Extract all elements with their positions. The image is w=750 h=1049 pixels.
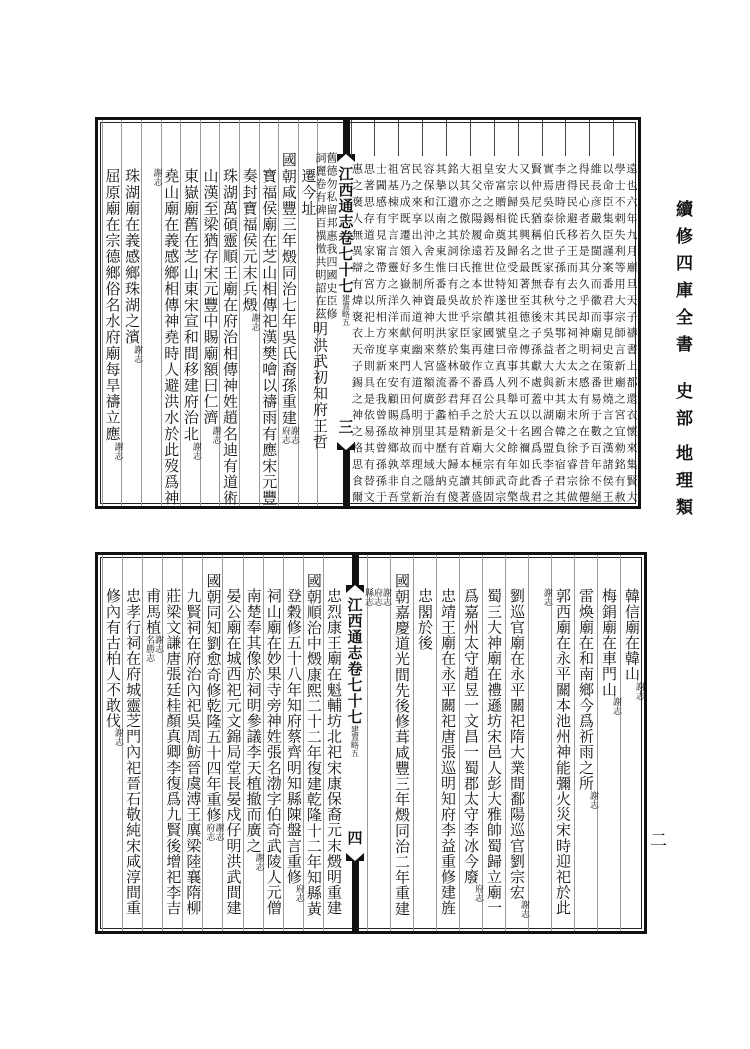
text-column xyxy=(263,555,283,931)
text-column xyxy=(259,120,279,506)
source-note-line: 府志 xyxy=(293,884,304,903)
source-note xyxy=(611,697,620,715)
source-note-line: 謝志 xyxy=(611,697,621,716)
inscription-column: 惠之褒人無異辯有煒褒衣天子錫之神之格思食爾 xyxy=(351,120,363,506)
column-text: 東嶽廟舊在芝山東宋宣和間移建府治北 xyxy=(181,168,200,442)
inscription-column: 實焉吳泰伯世家春秋末吳益大與中湖合盟李子之 xyxy=(542,120,554,506)
upper-left-text-block xyxy=(101,120,337,506)
text-column xyxy=(459,555,482,931)
column-text: 珠湖廟在義感鄉珠湖之濱 xyxy=(123,168,142,346)
column-text: 郭西廟在永平關本池州神能彌火災宋時迎祀於此 xyxy=(554,588,572,916)
inscription-column: 安富贈相奠及位特遂其號曰真人具大父父有武宗 xyxy=(494,120,506,506)
source-note-line: 名勝志 xyxy=(144,634,155,662)
book-series-header xyxy=(670,200,695,525)
text-column xyxy=(436,555,459,931)
text-column xyxy=(528,555,551,931)
source-note-line: 府志 xyxy=(473,884,483,903)
column-text: 國朝同知劉愈奇修乾隆五十四年重修 xyxy=(204,573,223,823)
fold-title: 江西通志卷七十七 xyxy=(345,597,364,725)
source-note-line: 謝志 xyxy=(288,425,299,444)
inscription-column: 民之來享出入多制神道何幽人道何明別而理之新 xyxy=(410,163,424,508)
fold-bar xyxy=(352,555,359,585)
annotation-line: 詞麗卷有碑百禩徵共明詔在茲 xyxy=(314,152,327,321)
text-column xyxy=(390,555,413,931)
text-column xyxy=(278,120,298,506)
text-column xyxy=(505,555,528,931)
page-number: 二 xyxy=(650,831,667,851)
inscription-column: 宮乃成既遷領好嶽久而献東門有田爲神故萃自堂 xyxy=(398,120,410,506)
text-column xyxy=(102,555,122,931)
inscription-column: 遠也六年九月廟旦天子禱書上都還衣懷來集賢大 xyxy=(625,163,638,508)
inscription-column: 又以吳氏興名最著至德之傳其不可以名禰如此哉 xyxy=(518,120,530,506)
fold-title: 江西通志卷七十七 xyxy=(336,166,355,294)
source-note xyxy=(204,823,222,841)
text-column xyxy=(122,555,142,931)
inscription-column: 容保和以沖舍生所資神明來宮額廣于里中域隱治 xyxy=(422,120,434,506)
column-text: 爲嘉州太守趙昱一文昌一蜀郡太守李冰今廢 xyxy=(462,588,480,885)
source-note xyxy=(254,853,263,871)
source-note-line: 謝志 xyxy=(153,634,164,653)
source-note-line: 謝志 xyxy=(112,441,123,460)
column-text: 九賢祠在府治內祀吳周魴晉虞溥王廙梁陸襄隋柳 xyxy=(184,588,203,916)
source-note xyxy=(132,345,141,363)
column-text: 蜀三大神廟在禮遜坊宋邑人彭大雅帥蜀歸立廟一 xyxy=(485,588,503,916)
column-text: 忠閣於後 xyxy=(416,588,434,651)
source-note xyxy=(588,791,597,809)
text-column xyxy=(239,120,259,506)
text-column xyxy=(311,120,338,506)
column-text: 忠靖王廟在永平關祀唐張巡明知府李益重修建旌 xyxy=(439,588,457,916)
column-text: 奏封寶福侯元末兵燬 xyxy=(240,168,259,313)
source-note-line: 謝志 xyxy=(519,900,529,918)
text-column xyxy=(323,555,343,931)
text-column xyxy=(597,555,620,931)
fold-bar xyxy=(352,861,359,931)
source-note-line: 謝志 xyxy=(588,790,598,809)
inscription-column: 大宗歸從其歸受知世祖皇帝事列舉五十餘年奇檠 xyxy=(505,163,519,508)
text-column xyxy=(413,555,436,931)
column-text: 珠湖萬碩靈順王廟在府治相傳神姓趙名迪有道術 xyxy=(221,168,240,507)
source-note xyxy=(473,884,482,902)
column-text: 祠山廟在妙果寺旁神姓張名渤字伯奇武陵人元僧 xyxy=(264,588,283,916)
column-text: 修內有古柏人不敢伐 xyxy=(103,588,122,729)
series-title: 續修四庫全書 xyxy=(672,200,692,362)
text-column xyxy=(121,120,141,506)
double-line-annotation xyxy=(315,152,337,321)
source-note xyxy=(144,635,162,662)
source-note xyxy=(210,426,219,444)
column-text: 忠烈康王廟在魁輔坊北祀宋康保裔元末燬明重建 xyxy=(325,588,343,916)
column-text: 梅鋗廟在車門山 xyxy=(600,588,618,698)
source-note-line: 謝志 xyxy=(634,681,644,700)
source-note xyxy=(294,884,303,902)
fold-subtitle: 建置略五 xyxy=(350,725,360,757)
column-text: 忠孝行祠在府城靈芝門內祀晉石敬純宋咸淳間重 xyxy=(124,588,143,916)
column-text: 國朝咸豐三年燬同治七年吳氏裔孫重建 xyxy=(279,152,298,426)
column-text: 堯山廟在義感鄉相傳神堯時人避洪水於此歿爲神 xyxy=(162,168,181,507)
column-text: 山漢至梁猶存宋元豐中賜廟額曰仁濟 xyxy=(201,168,220,426)
inscription-column: 皇帝之錫命若世世祚饋國建立爲公於是大宗師固 xyxy=(481,163,495,508)
source-note-line: 府志 xyxy=(372,588,382,606)
column-text: 雷煥廟在和南鄉今爲祈雨之所 xyxy=(577,588,595,791)
text-column xyxy=(298,120,318,506)
text-column xyxy=(303,555,323,931)
inscription-column: 得民心者若是其久乎却神明之感有所在予昔徐僊 xyxy=(577,163,591,508)
column-text: 國朝順治中燬康熙二十二年復建乾隆十二年知縣黃 xyxy=(304,573,323,917)
fold-leaf-number: 四 xyxy=(345,830,364,845)
column-text: 莊梁文謙唐張廷桂顏真卿李復爲九賢後增祀李吉 xyxy=(164,588,183,916)
source-note xyxy=(112,442,121,460)
fish-tail-mark xyxy=(346,585,364,593)
text-column xyxy=(222,555,242,931)
category-label: 地理類 xyxy=(672,444,692,525)
inscription-column: 思著思存道家之宮以祀上帝則具是依易其有替文 xyxy=(362,163,376,508)
text-column xyxy=(574,555,597,931)
inscription-column: 賢仲尼猶稱之旣無其後子孫獻處蓋以國爲氏香君 xyxy=(529,163,543,508)
fold-bar xyxy=(343,450,350,506)
column-text: 韓信廟在韓山 xyxy=(623,588,641,682)
source-note-line: 謝志 xyxy=(381,588,391,606)
inscription-column: 維長彦嚴久閩分而徽而廟祠在番易于數百年不絕 xyxy=(589,120,601,506)
source-note-line: 謝志 xyxy=(210,425,221,444)
source-note xyxy=(191,442,200,460)
source-note-line: 謝志 xyxy=(190,441,201,460)
fold-leaf-number: 三 xyxy=(336,419,355,434)
source-note-line: 謝志 xyxy=(112,728,123,747)
inscription-column: 其摯江南之東惟番最大洪蔡盛流彭蠡其歷大納有 xyxy=(434,163,447,508)
lower-left-text-block xyxy=(101,555,343,931)
source-note xyxy=(280,426,298,444)
upper-leaf xyxy=(95,117,641,509)
lower-fold-center xyxy=(344,555,366,931)
inscription-column: 祖基棟宇言言靈之洋洋來享來安顧賜故鄉孰非吾 xyxy=(386,163,400,508)
text-column xyxy=(283,555,303,931)
text-column xyxy=(141,120,161,506)
text-column xyxy=(202,555,222,931)
column-text: 登穀修五十八年知府蔡齊明知縣陳盤言重修 xyxy=(284,588,303,885)
column-text: 劉巡官廟在永平關祀隋大業間鄱陽巡官劉宗宏 xyxy=(508,588,526,900)
source-note xyxy=(152,168,161,186)
column-text: 南楚奉其像於祠明參議李天植撤而廣之 xyxy=(244,588,263,854)
inscription-text-block xyxy=(350,120,637,506)
source-note-line: 謝志 xyxy=(213,822,224,841)
column-text: 明洪武初知府王哲 xyxy=(311,321,329,450)
source-note-line: 縣志 xyxy=(363,588,373,606)
source-note-line: 府志 xyxy=(204,822,215,841)
source-note xyxy=(634,682,643,700)
text-column xyxy=(482,555,505,931)
lower-right-text-block xyxy=(363,555,644,931)
fold-bar xyxy=(343,120,350,154)
source-note xyxy=(363,588,390,606)
text-column xyxy=(142,555,162,931)
inscription-column: 以命臣集臣謹案番君事見史策世燒言之漢諸侯王 xyxy=(601,163,615,508)
annotation-line: 舊德勿私留邦惠我四國史臣修 xyxy=(325,152,338,321)
source-note-line: 謝志 xyxy=(132,345,143,364)
column-text: 甫馬植 xyxy=(144,588,163,635)
inscription-column: 李唐時徐氏子孫有兮其鄂者大新其廟韓負宿君其 xyxy=(553,163,567,508)
column-text: 國朝嘉慶道光間先後修葺咸豐三年燬同治二年重建 xyxy=(393,573,411,917)
text-column xyxy=(200,120,220,506)
section-label: 史部 xyxy=(672,382,692,436)
source-note-line: 謝志 xyxy=(253,853,264,872)
source-note xyxy=(250,313,259,331)
source-note xyxy=(113,728,122,746)
text-column xyxy=(363,555,391,931)
source-note-line: 謝志 xyxy=(249,312,260,331)
text-column xyxy=(161,120,181,506)
source-note-line: 府志 xyxy=(279,425,290,444)
column-text: 晏公廟在城西祀元文錦局堂長晏戍仔明洪武間建 xyxy=(224,588,243,916)
text-column xyxy=(182,555,202,931)
source-note xyxy=(519,900,528,918)
fish-tail-mark xyxy=(346,853,364,861)
inscription-column: 祖父之陽履遠推本於宗家再作番召之新廟極其盛 xyxy=(470,120,482,506)
text-column xyxy=(180,120,200,506)
fold-subtitle: 建置略五 xyxy=(341,294,351,326)
text-column xyxy=(102,120,122,506)
lower-leaf xyxy=(95,552,647,934)
source-note xyxy=(542,588,551,606)
text-column xyxy=(620,555,643,931)
text-column xyxy=(551,555,574,931)
source-note-line: 謝志 xyxy=(151,168,162,186)
source-note-line: 謝志 xyxy=(542,588,552,606)
column-text: 屈原廟在宗德鄉俗名水府廟每旱禱立應 xyxy=(103,168,122,442)
column-text: 寶福侯廟在芝山相傳祀漢樊噲以禱雨有應宋元豐 xyxy=(260,168,279,507)
text-column xyxy=(162,555,182,931)
text-column xyxy=(219,120,239,506)
inscription-column: 銘以遺之其詞曰有吳世家於林番君柏是有歸克傻 xyxy=(446,120,458,506)
text-column xyxy=(243,555,263,931)
inscription-column: 之得民避移王而去之民祠之太末太末之徐睿宗做 xyxy=(565,120,577,506)
inscription-column: 大其亦傲於徐氏之故乎臣集破不拜手精首本讀著 xyxy=(457,163,471,508)
column-text: 遷今址 xyxy=(299,168,318,217)
inscription-column: 學士不剌失利等用大宗師言新廟之宮宜勑銘有赦 xyxy=(613,120,625,506)
inscription-column: 士閪感有見甯帶方所相方度新在我曾孫曾孫孫于 xyxy=(374,120,386,506)
